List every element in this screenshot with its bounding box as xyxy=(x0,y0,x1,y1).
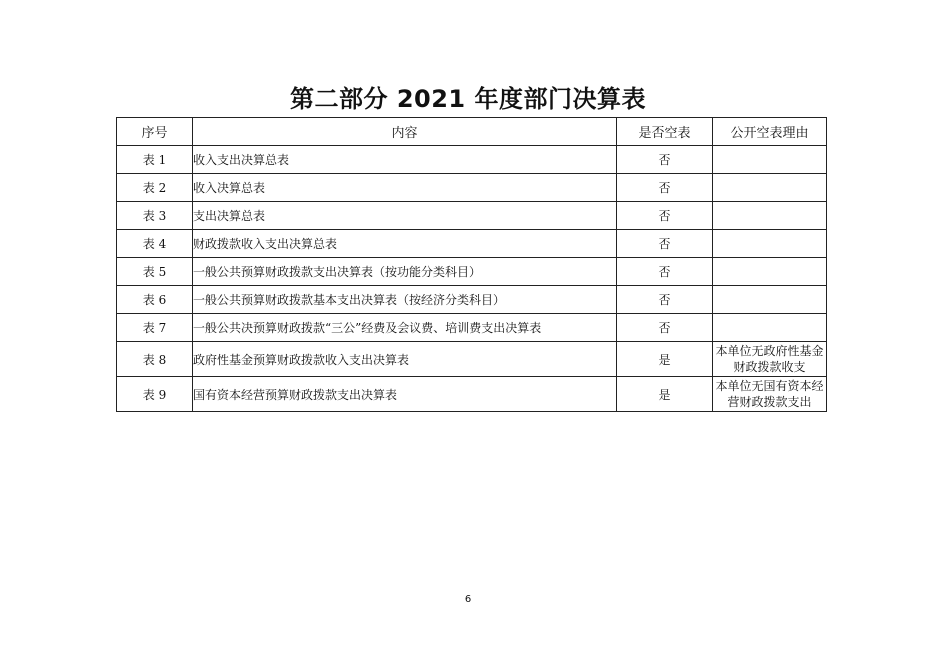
row-is-empty: 否 xyxy=(617,230,713,258)
row-seq: 表 2 xyxy=(117,174,193,202)
row-is-empty: 是 xyxy=(617,377,713,412)
row-seq: 表 1 xyxy=(117,146,193,174)
page-title: 第二部分 2021 年度部门决算表 xyxy=(289,85,646,113)
header-seq: 序号 xyxy=(117,118,193,146)
row-is-empty: 否 xyxy=(617,286,713,314)
table-row xyxy=(117,146,827,174)
row-reason xyxy=(713,258,827,286)
table-row xyxy=(117,286,827,314)
header-is-empty: 是否空表 xyxy=(617,118,713,146)
row-seq: 表 8 xyxy=(117,342,193,377)
row-content: 财政拨款收入支出决算总表 xyxy=(193,230,617,258)
row-seq: 表 5 xyxy=(117,258,193,286)
row-seq: 表 4 xyxy=(117,230,193,258)
row-reason xyxy=(713,202,827,230)
table-row xyxy=(117,377,827,412)
row-content: 收入决算总表 xyxy=(193,174,617,202)
row-seq: 表 3 xyxy=(117,202,193,230)
row-content: 一般公共预算财政拨款支出决算表（按功能分类科目） xyxy=(193,258,617,286)
row-content: 收入支出决算总表 xyxy=(193,146,617,174)
row-seq: 表 6 xyxy=(117,286,193,314)
row-content: 支出决算总表 xyxy=(193,202,617,230)
page-number: 6 xyxy=(464,594,472,605)
table-row xyxy=(117,174,827,202)
header-content: 内容 xyxy=(193,118,617,146)
row-reason xyxy=(713,146,827,174)
row-is-empty: 否 xyxy=(617,258,713,286)
row-is-empty: 否 xyxy=(617,202,713,230)
row-is-empty: 否 xyxy=(617,174,713,202)
row-seq: 表 7 xyxy=(117,314,193,342)
row-reason xyxy=(713,286,827,314)
row-content: 一般公共预算财政拨款基本支出决算表（按经济分类科目） xyxy=(193,286,617,314)
row-seq: 表 9 xyxy=(117,377,193,412)
row-reason: 本单位无国有资本经营财政拨款支出 xyxy=(713,377,827,412)
row-is-empty: 否 xyxy=(617,146,713,174)
table-header-row xyxy=(117,118,827,146)
row-reason xyxy=(713,314,827,342)
table-row xyxy=(117,202,827,230)
row-reason xyxy=(713,230,827,258)
row-content: 一般公共决预算财政拨款“三公”经费及会议费、培训费支出决算表 xyxy=(193,314,617,342)
table-row xyxy=(117,314,827,342)
final-accounts-table xyxy=(116,117,827,412)
row-is-empty: 是 xyxy=(617,342,713,377)
row-content: 政府性基金预算财政拨款收入支出决算表 xyxy=(193,342,617,377)
row-content: 国有资本经营预算财政拨款支出决算表 xyxy=(193,377,617,412)
table-row xyxy=(117,258,827,286)
header-reason: 公开空表理由 xyxy=(713,118,827,146)
row-reason: 本单位无政府性基金财政拨款收支 xyxy=(713,342,827,377)
table-row xyxy=(117,230,827,258)
table-row xyxy=(117,342,827,377)
row-reason xyxy=(713,174,827,202)
row-is-empty: 否 xyxy=(617,314,713,342)
